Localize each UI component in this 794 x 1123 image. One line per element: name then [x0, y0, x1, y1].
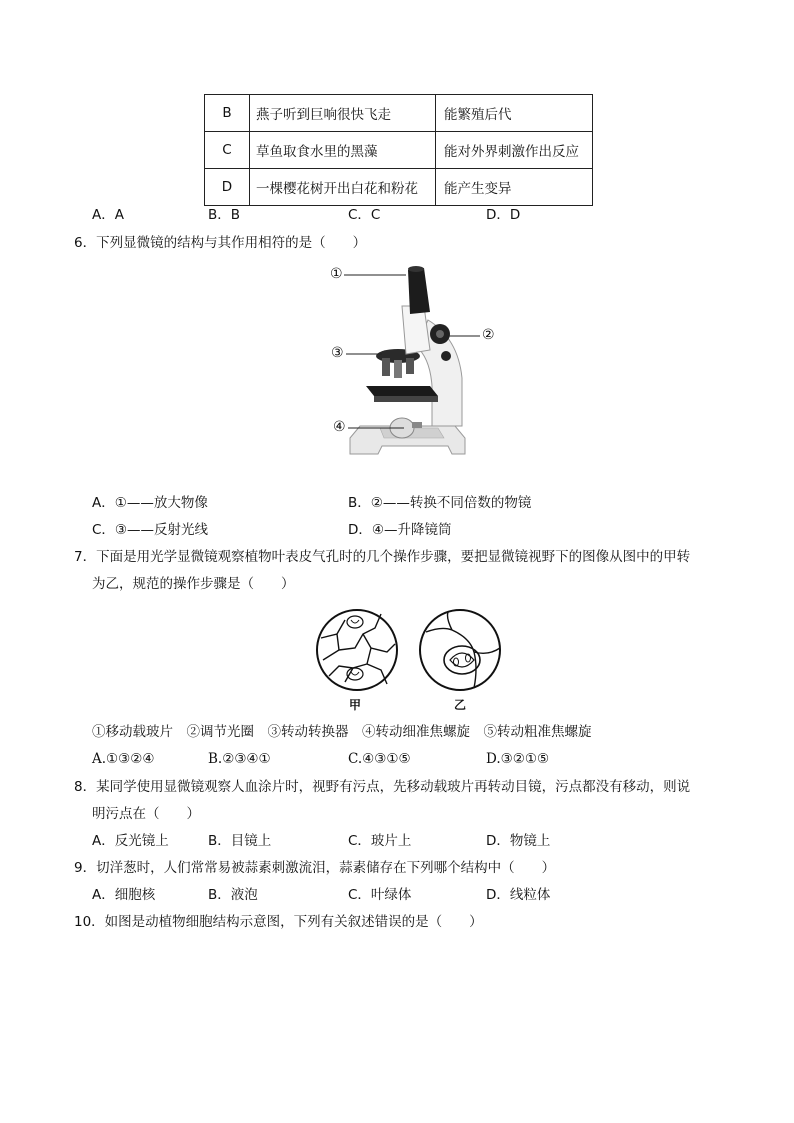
q9-option-a: A．细胞核 [92, 887, 156, 903]
table-cell: 燕子听到巨响很快飞走 [250, 95, 436, 132]
table-cell: 能产生变异 [436, 169, 593, 206]
q5-option-a: A．A [92, 207, 124, 223]
table-row [205, 95, 593, 132]
table-row [205, 132, 593, 169]
table-cell: C [205, 132, 250, 169]
figure-label-jia: 甲 [349, 698, 362, 712]
microscope-label-4: ④ [333, 419, 346, 435]
q7-option-d: D.③②①⑤ [486, 751, 550, 767]
q6-option-a: A．①——放大物像 [92, 495, 208, 511]
field-of-view-jia [315, 608, 399, 692]
q6-stem: 6．下列显微镜的结构与其作用相符的是（ ） [74, 235, 367, 251]
q5-option-d: D．D [486, 207, 521, 223]
q7-option-b: B.②③④① [208, 751, 271, 767]
q9-option-d: D．线粒体 [486, 887, 551, 903]
figure-label-yi: 乙 [454, 698, 467, 712]
table-cell: 草鱼取食水里的黑藻 [250, 132, 436, 169]
q5-option-b: B．B [208, 207, 241, 223]
microscope-figure [320, 258, 480, 468]
table-cell: 能对外界刺激作出反应 [436, 132, 593, 169]
q8-option-c: C．玻片上 [348, 833, 412, 849]
table-cell: 一棵樱花树开出白花和粉花 [250, 169, 436, 206]
q10-stem: 10．如图是动植物细胞结构示意图，下列有关叙述错误的是（ ） [74, 914, 483, 930]
q9-option-c: C．叶绿体 [348, 887, 412, 903]
q9-option-b: B．液泡 [208, 887, 258, 903]
q8-stem-line2: 明污点在（ ） [92, 806, 200, 822]
q7-stem-line1: 7．下面是用光学显微镜观察植物叶表皮气孔时的几个操作步骤，要把显微镜视野下的图像从图中的甲转 [74, 549, 691, 565]
options-table [204, 94, 593, 206]
q8-option-d: D．物镜上 [486, 833, 551, 849]
q7-option-a: A.①③②④ [92, 751, 155, 767]
microscope-label-1: ① [330, 266, 343, 282]
q6-option-c: C．③——反射光线 [92, 522, 209, 538]
q6-option-d: D．④—升降镜筒 [348, 522, 452, 538]
q7-steps: ①移动载玻片 ②调节光圈 ③转动转换器 ④转动细准焦螺旋 ⑤转动粗准焦螺旋 [92, 724, 592, 740]
microscope-label-3: ③ [331, 345, 344, 361]
q8-option-a: A．反光镜上 [92, 833, 169, 849]
table-row [205, 169, 593, 206]
q7-stem-line2: 为乙，规范的操作步骤是（ ） [92, 576, 295, 592]
q6-option-b: B．②——转换不同倍数的物镜 [348, 495, 532, 511]
table-cell: D [205, 169, 250, 206]
q7-option-c: C.④③①⑤ [348, 751, 411, 767]
table-cell: 能繁殖后代 [436, 95, 593, 132]
q5-option-c: C．C [348, 207, 381, 223]
microscope-stage [366, 386, 438, 396]
q8-option-b: B．目镜上 [208, 833, 272, 849]
field-of-view-yi [418, 608, 502, 692]
q8-stem-line1: 8．某同学使用显微镜观察人血涂片时，视野有污点，先移动载玻片再转动目镜，污点都没有移动，则说 [74, 779, 691, 795]
microscope-label-2: ② [482, 327, 495, 343]
eyepiece [408, 268, 430, 314]
q9-stem: 9．切洋葱时，人们常常易被蒜素刺激流泪，蒜素储存在下列哪个结构中（ ） [74, 860, 556, 876]
table-cell: B [205, 95, 250, 132]
